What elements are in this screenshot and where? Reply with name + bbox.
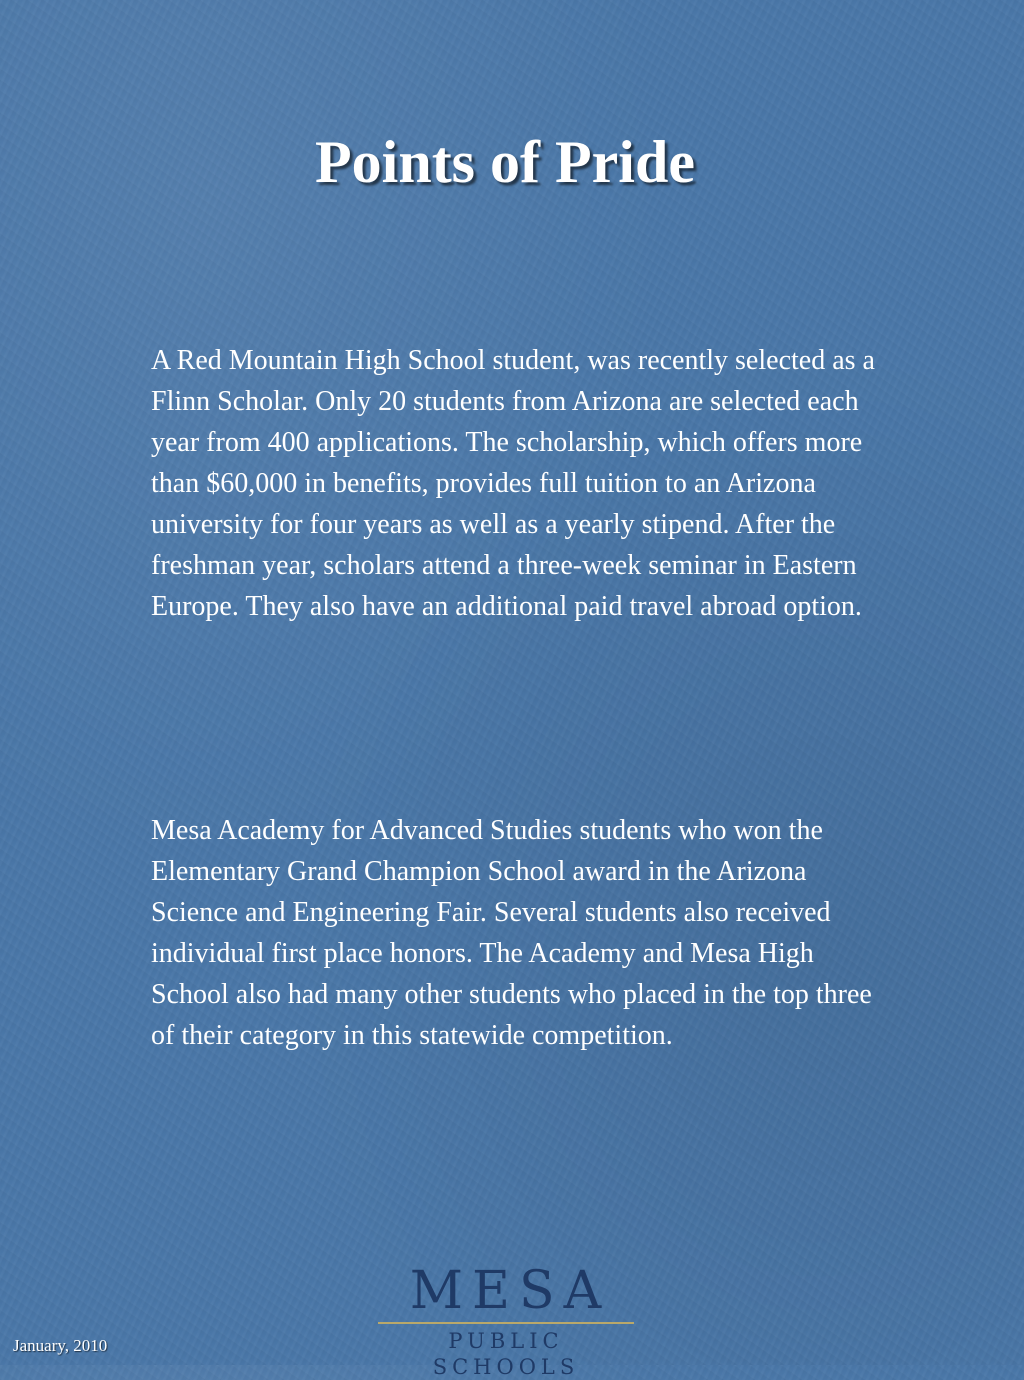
paragraph-science-fair: Mesa Academy for Advanced Studies students who won the Elementary Grand Champion School award in the Arizona Science and Engineering Fair. Several students also received individual first place honors. The Academy and Mesa High School also had many other students who placed in the top three of their category in this statewide competition. bbox=[151, 815, 872, 1051]
logo-wordmark: MESA bbox=[409, 1261, 611, 1321]
logo-divider bbox=[378, 1322, 634, 1324]
logo-subtitle: PUBLIC SCHOOLS bbox=[432, 1329, 580, 1379]
paragraph-flinn-scholar: A Red Mountain High School student, was recently selected as a Flinn Scholar. Only 20 students from Arizona are selected each year from 400 applications. The scholarship, which offers more than $60,000 in benefits, provides full tuition to an Arizona university for four years as well as a yearly stipend. After the freshman year, scholars attend a three-week seminar in Eastern Europe. They also have an additional paid travel abroad option. bbox=[151, 345, 875, 622]
slide-title: Points of Pride bbox=[315, 129, 695, 195]
mesa-public-schools-logo bbox=[372, 1261, 640, 1379]
footer-date: January, 2010 bbox=[13, 1336, 108, 1355]
